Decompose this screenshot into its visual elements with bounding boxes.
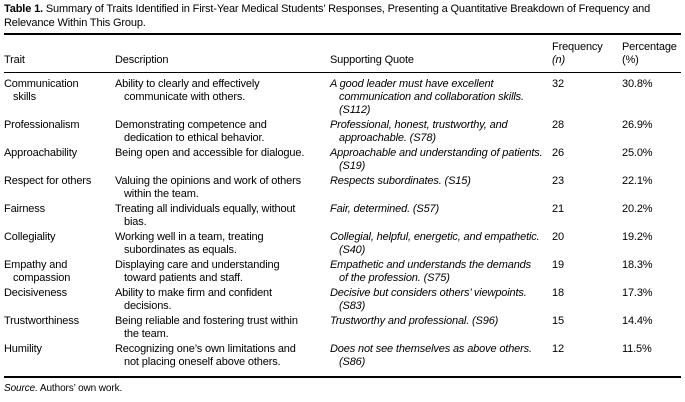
table-row: [4, 343, 681, 369]
quote-cell: Decisive but considers others’ viewpoints. (S83): [330, 287, 527, 312]
trait-cell: Empathy and compassion: [4, 259, 71, 284]
frequency-cell: 12: [552, 343, 564, 355]
table-title-text: Summary of Traits Identified in First-Year Medical Students’ Responses, Presenting a Quantitative Breakdown of Frequency and Relevance Within This Group.: [4, 3, 651, 29]
table-title: [4, 3, 681, 30]
source-text: Authors’ own work.: [37, 383, 123, 394]
percentage-cell: 11.5%: [622, 343, 652, 355]
table-row: [4, 231, 681, 257]
frequency-cell: 19: [552, 259, 564, 271]
frequency-cell: 15: [552, 315, 564, 327]
percentage-cell: 30.8%: [622, 78, 653, 90]
frequency-cell: 28: [552, 119, 564, 131]
traits-table: [4, 33, 681, 378]
table-row: [4, 78, 681, 117]
table-row: [4, 287, 681, 313]
trait-cell: Trustworthiness: [4, 315, 79, 327]
description-cell: Being reliable and fostering trust within the team.: [115, 315, 298, 340]
percentage-cell: 14.4%: [622, 315, 653, 327]
frequency-header-word: Frequency: [552, 41, 603, 53]
percentage-cell: 19.2%: [622, 231, 653, 243]
table-body: [4, 73, 681, 376]
table-row: [4, 119, 681, 145]
description-cell: Being open and accessible for dialogue.: [115, 147, 305, 159]
quote-cell: Approachable and understanding of patients. (S19): [330, 147, 543, 172]
frequency-cell: 18: [552, 287, 564, 299]
quote-cell: Trustworthy and professional. (S96): [330, 315, 499, 327]
quote-cell: Respects subordinates. (S15): [330, 175, 471, 187]
description-cell: Recognizing one’s own limitations and not placing oneself above others.: [115, 343, 296, 368]
column-header-description: Description: [115, 54, 169, 66]
column-header-frequency: [552, 41, 622, 67]
description-cell: Working well in a team, treating subordinates as equals.: [115, 231, 264, 256]
percentage-cell: 18.3%: [622, 259, 653, 271]
frequency-header-unit: (n): [552, 54, 565, 66]
table-row: [4, 203, 681, 229]
frequency-cell: 32: [552, 78, 564, 90]
table-header-row: [4, 35, 681, 73]
column-header-supporting-quote: Supporting Quote: [330, 54, 414, 66]
trait-cell: Decisiveness: [4, 287, 68, 299]
trait-cell: Respect for others: [4, 175, 92, 187]
table-row: [4, 259, 681, 285]
trait-cell: Professionalism: [4, 119, 80, 131]
description-cell: Valuing the opinions and work of others within the team.: [115, 175, 301, 200]
frequency-cell: 23: [552, 175, 564, 187]
trait-cell: Communication skills: [4, 78, 79, 103]
trait-cell: Humility: [4, 343, 42, 355]
column-header-trait: Trait: [4, 54, 25, 66]
quote-cell: Professional, honest, trustworthy, and approachable. (S78): [330, 119, 508, 144]
source-note: [4, 382, 681, 395]
table-number-label: Table 1.: [4, 3, 43, 15]
quote-cell: Does not see themselves as above others. (S86): [330, 343, 532, 368]
percentage-cell: 25.0%: [622, 147, 653, 159]
quote-cell: Empathetic and understands the demands of the profession. (S75): [330, 259, 531, 284]
description-cell: Ability to make firm and confident decisions.: [115, 287, 272, 312]
percentage-cell: 26.9%: [622, 119, 653, 131]
percentage-cell: 20.2%: [622, 203, 653, 215]
description-cell: Demonstrating competence and dedication to ethical behavior.: [115, 119, 267, 144]
frequency-cell: 20: [552, 231, 564, 243]
trait-cell: Collegiality: [4, 231, 56, 243]
percentage-cell: 22.1%: [622, 175, 653, 187]
trait-cell: Fairness: [4, 203, 45, 215]
frequency-cell: 21: [552, 203, 564, 215]
percentage-cell: 17.3%: [622, 287, 653, 299]
table-row: [4, 175, 681, 201]
trait-cell: Approachability: [4, 147, 77, 159]
frequency-cell: 26: [552, 147, 564, 159]
quote-cell: Fair, determined. (S57): [330, 203, 440, 215]
percentage-header-unit: (%): [622, 54, 639, 66]
column-header-percentage: [622, 41, 683, 67]
source-label: Source.: [4, 383, 38, 394]
percentage-header-word: Percentage: [622, 41, 677, 53]
quote-cell: A good leader must have excellent communication and collaboration skills. (S112): [330, 78, 524, 116]
description-cell: Treating all individuals equally, without bias.: [115, 203, 296, 228]
description-cell: Ability to clearly and effectively communicate with others.: [115, 78, 260, 103]
description-cell: Displaying care and understanding toward patients and staff.: [115, 259, 280, 284]
quote-cell: Collegial, helpful, energetic, and empathetic. (S40): [330, 231, 540, 256]
table-row: [4, 315, 681, 341]
table-row: [4, 147, 681, 173]
